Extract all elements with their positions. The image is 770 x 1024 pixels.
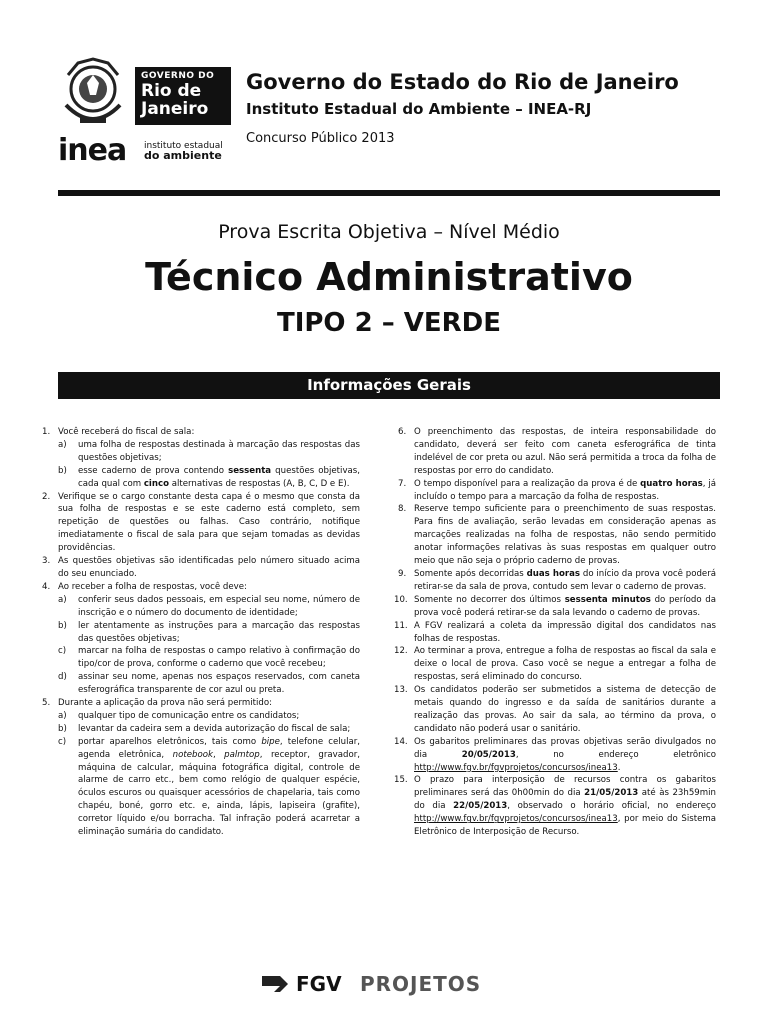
inea-logo bbox=[58, 133, 233, 168]
bold-text: cinco bbox=[143, 478, 169, 489]
sub-item-letter: a) bbox=[58, 710, 67, 721]
section-title: Informações Gerais bbox=[58, 372, 720, 399]
sub-item-letter: a) bbox=[58, 439, 67, 450]
page-header bbox=[58, 55, 718, 175]
sub-item-text: conferir seus dados pessoais, em especial seu nome, número de inscrição e o número do documento de identidade; bbox=[78, 594, 360, 618]
bold-text: sessenta minutos bbox=[564, 594, 651, 605]
item-number: 5. bbox=[42, 698, 51, 709]
item-text: O tempo disponível para a realização da prova é de bbox=[414, 478, 641, 489]
italic-text: palmtop bbox=[224, 749, 260, 760]
sub-item-letter: d) bbox=[58, 672, 67, 683]
italic-text: bipe bbox=[261, 736, 280, 747]
item-number: 4. bbox=[42, 581, 51, 592]
sub-item-letter: a) bbox=[58, 594, 67, 605]
sub-item-letter: b) bbox=[58, 465, 67, 476]
gov-logo-line1: GOVERNO DO bbox=[141, 71, 215, 81]
item-text: Somente no decorrer dos últimos bbox=[414, 594, 565, 605]
item-text: . bbox=[617, 762, 621, 773]
item-number: 14. bbox=[394, 736, 408, 747]
item-number: 15. bbox=[394, 775, 408, 786]
instruction-item bbox=[394, 645, 716, 684]
instruction-item bbox=[42, 555, 360, 581]
exam-title: Técnico Administrativo bbox=[145, 255, 633, 299]
footer-projetos: PROJETOS bbox=[360, 972, 482, 996]
header-institute: Instituto Estadual do Ambiente – INEA-RJ bbox=[246, 100, 592, 118]
inea-logo-text: inea bbox=[58, 133, 127, 168]
item-text: Ao terminar a prova, entregue a folha de respostas ao fiscal da sala e deixe o local de prova. Caso você se negue a entregar a folha de respostas, será eliminado do concurso. bbox=[414, 646, 716, 683]
item-number: 9. bbox=[398, 568, 407, 579]
instruction-item bbox=[394, 684, 716, 736]
item-text: O preenchimento das respostas, de inteira responsabilidade do candidato, deverá ser feito com caneta esferográfica de tinta indelével de cor preta ou azul. Não será permitida a troca da folha de respostas por erro do candidato. bbox=[414, 427, 716, 476]
sub-item-text: levantar da cadeira sem a devida autorização do fiscal de sala; bbox=[78, 723, 351, 734]
gabarito-link[interactable]: http://www.fgv.br/fgvprojetos/concursos/inea13 bbox=[414, 762, 618, 773]
instruction-item bbox=[398, 568, 716, 594]
sub-item-text: , bbox=[212, 749, 225, 760]
item-text: , por meio do Sistema Eletrônico de Interposição de Recurso. bbox=[414, 814, 716, 838]
item-text: Verifique se o cargo constante desta capa é o mesmo que consta da sua folha de respostas e se este caderno está completo, sem repetição de questões ou falhas. Caso contrário, notifique imediatamente o fiscal de sala para que sejam tomadas as devidas providências. bbox=[58, 491, 360, 554]
sub-item bbox=[58, 645, 360, 671]
bold-text: 20/05/2013 bbox=[461, 749, 516, 760]
fgv-projetos-logo bbox=[262, 970, 522, 998]
instruction-item bbox=[398, 503, 716, 568]
header-title: Governo do Estado do Rio de Janeiro bbox=[246, 70, 679, 94]
header-contest: Concurso Público 2013 bbox=[246, 131, 395, 146]
sub-item-letter: c) bbox=[58, 736, 67, 747]
sub-item bbox=[58, 710, 360, 723]
instruction-item bbox=[394, 774, 716, 839]
instruction-item bbox=[398, 478, 716, 504]
instruction-item bbox=[394, 736, 716, 775]
sub-item-text: questões objetivas, cada qual com bbox=[78, 465, 361, 489]
sub-item bbox=[58, 465, 360, 491]
inea-logo-subtext bbox=[144, 141, 223, 162]
sub-item-text: portar aparelhos eletrônicos, tais como bbox=[78, 736, 262, 747]
instruction-item bbox=[42, 697, 360, 839]
recurso-link[interactable]: http://www.fgv.br/fgvprojetos/concursos/inea13 bbox=[414, 814, 618, 825]
sub-item bbox=[58, 594, 360, 620]
item-text: até às 23h59min do dia bbox=[414, 788, 716, 812]
bold-text: quatro horas bbox=[640, 478, 703, 489]
item-number: 10. bbox=[394, 594, 408, 605]
sub-item-letter: c) bbox=[58, 646, 67, 657]
sub-item-text: alternativas de respostas (A, B, C, D e E). bbox=[168, 478, 350, 489]
exam-subtitle: Prova Escrita Objetiva – Nível Médio bbox=[218, 221, 560, 243]
sub-item bbox=[58, 671, 360, 697]
sub-item-letter: b) bbox=[58, 723, 67, 734]
item-number: 13. bbox=[394, 685, 408, 696]
item-number: 2. bbox=[42, 491, 51, 502]
item-text: , observado o horário oficial, no endereço bbox=[507, 801, 716, 812]
sub-item-letter: b) bbox=[58, 620, 67, 631]
item-text: Você receberá do fiscal de sala: bbox=[58, 427, 195, 437]
item-text: Somente após decorridas bbox=[414, 568, 527, 579]
inea-logo-small2: do ambiente bbox=[144, 149, 222, 162]
header-divider bbox=[58, 190, 720, 196]
item-text: , no endereço eletrônico bbox=[515, 749, 716, 760]
item-text: A FGV realizará a coleta da impressão digital dos candidatos nas folhas de respostas. bbox=[414, 620, 716, 644]
instructions-left-column bbox=[42, 426, 360, 839]
fgv-chevron-icon bbox=[262, 974, 292, 994]
instruction-item bbox=[394, 594, 716, 620]
item-text: Os candidatos poderão ser submetidos a sistema de detecção de metais quando do ingresso e da saída de sanitários durante a realização das provas. Ao sair da sala, ao término da prova, o candidato não poderá usar o sanitário. bbox=[414, 685, 716, 734]
gov-logo-line2: Rio de bbox=[141, 81, 202, 101]
item-number: 8. bbox=[398, 504, 407, 515]
italic-text: notebook bbox=[172, 749, 213, 760]
sub-item-text: assinar seu nome, apenas nos espaços reservados, com caneta esferográfica transparente de cor azul ou preta. bbox=[78, 672, 360, 696]
inea-logo-small1: instituto estadual bbox=[144, 141, 223, 151]
sub-item-text: qualquer tipo de comunicação entre os candidatos; bbox=[78, 710, 300, 721]
bold-text: 21/05/2013 bbox=[584, 788, 639, 799]
item-number: 7. bbox=[398, 478, 407, 489]
sub-item-text: , receptor, gravador, máquina de calcular, máquina fotográfica digital, controle de alarme de carro etc., bem como relógio de qualquer espécie, óculos escuros ou quaisquer acessórios de chapelaria, tais como chapéu, boné, gorro etc. e, ainda, lápis, lapiseira (grafite), corretor líquido e/ou borracha. Tal infração poderá acarretar a eliminação sumária do candidato. bbox=[78, 749, 360, 838]
item-number: 3. bbox=[42, 556, 51, 567]
item-text: do período da prova você poderá retirar-se da sala levando o caderno de provas. bbox=[414, 594, 716, 618]
bold-text: sessenta bbox=[228, 465, 272, 476]
item-text: , já incluído o tempo para a marcação da folha de respostas. bbox=[414, 478, 716, 502]
exam-type: TIPO 2 – VERDE bbox=[276, 308, 502, 338]
instruction-item bbox=[42, 426, 360, 491]
footer-fgv: FGV bbox=[296, 972, 342, 996]
item-text: do início da prova você poderá retirar-se da sala de prova, contudo sem levar o caderno de provas. bbox=[414, 568, 716, 592]
item-text: Ao receber a folha de respostas, você deve: bbox=[58, 581, 247, 592]
bold-text: 22/05/2013 bbox=[453, 801, 508, 812]
sub-item bbox=[58, 439, 360, 465]
bold-text: duas horas bbox=[526, 568, 581, 579]
gov-logo-line3: Janeiro bbox=[141, 99, 209, 119]
item-text: Reserve tempo suficiente para o preenchimento de suas respostas. Para fins de avaliação, serão levadas em consideração apenas as marcações realizadas na folha de respostas, não sendo permitido anotar informações relativas às suas respostas em qualquer outro meio que não seja o próprio caderno de provas. bbox=[414, 504, 716, 567]
item-number: 11. bbox=[394, 620, 408, 631]
instruction-item bbox=[42, 491, 360, 556]
item-number: 6. bbox=[398, 427, 407, 437]
sub-item bbox=[58, 620, 360, 646]
item-text: Os gabaritos preliminares das provas objetivas serão divulgados no dia bbox=[414, 736, 716, 760]
instruction-item bbox=[394, 620, 716, 646]
instruction-item bbox=[42, 581, 360, 697]
instructions-right-column bbox=[394, 426, 716, 839]
instruction-item bbox=[398, 426, 716, 478]
sub-item-text: ler atentamente as instruções para a marcação das respostas das questões objetivas; bbox=[78, 620, 360, 644]
item-number: 12. bbox=[394, 646, 408, 657]
governo-rio-logo bbox=[135, 67, 231, 125]
exam-title-block bbox=[58, 218, 720, 340]
header-text bbox=[246, 69, 679, 149]
sub-item-text: , telefone celular, agenda eletrônica, bbox=[78, 736, 361, 760]
sub-item bbox=[58, 736, 360, 839]
sub-item bbox=[58, 723, 360, 736]
coat-of-arms-icon bbox=[58, 55, 128, 130]
sub-item-text: marcar na folha de respostas o campo relativo à confirmação do tipo/cor de prova, conforme o caderno que você recebeu; bbox=[78, 646, 360, 670]
sub-item-text: esse caderno de prova contendo bbox=[78, 465, 229, 476]
item-number: 1. bbox=[42, 427, 51, 437]
item-text: Durante a aplicação da prova não será permitido: bbox=[58, 698, 273, 709]
item-text: As questões objetivas são identificadas pelo número situado acima do seu enunciado. bbox=[58, 556, 360, 579]
sub-item-text: uma folha de respostas destinada à marcação das respostas das questões objetivas; bbox=[78, 439, 360, 463]
item-text: O prazo para interposição de recursos contra os gabaritos preliminares será das 0h00min do dia bbox=[414, 775, 716, 799]
